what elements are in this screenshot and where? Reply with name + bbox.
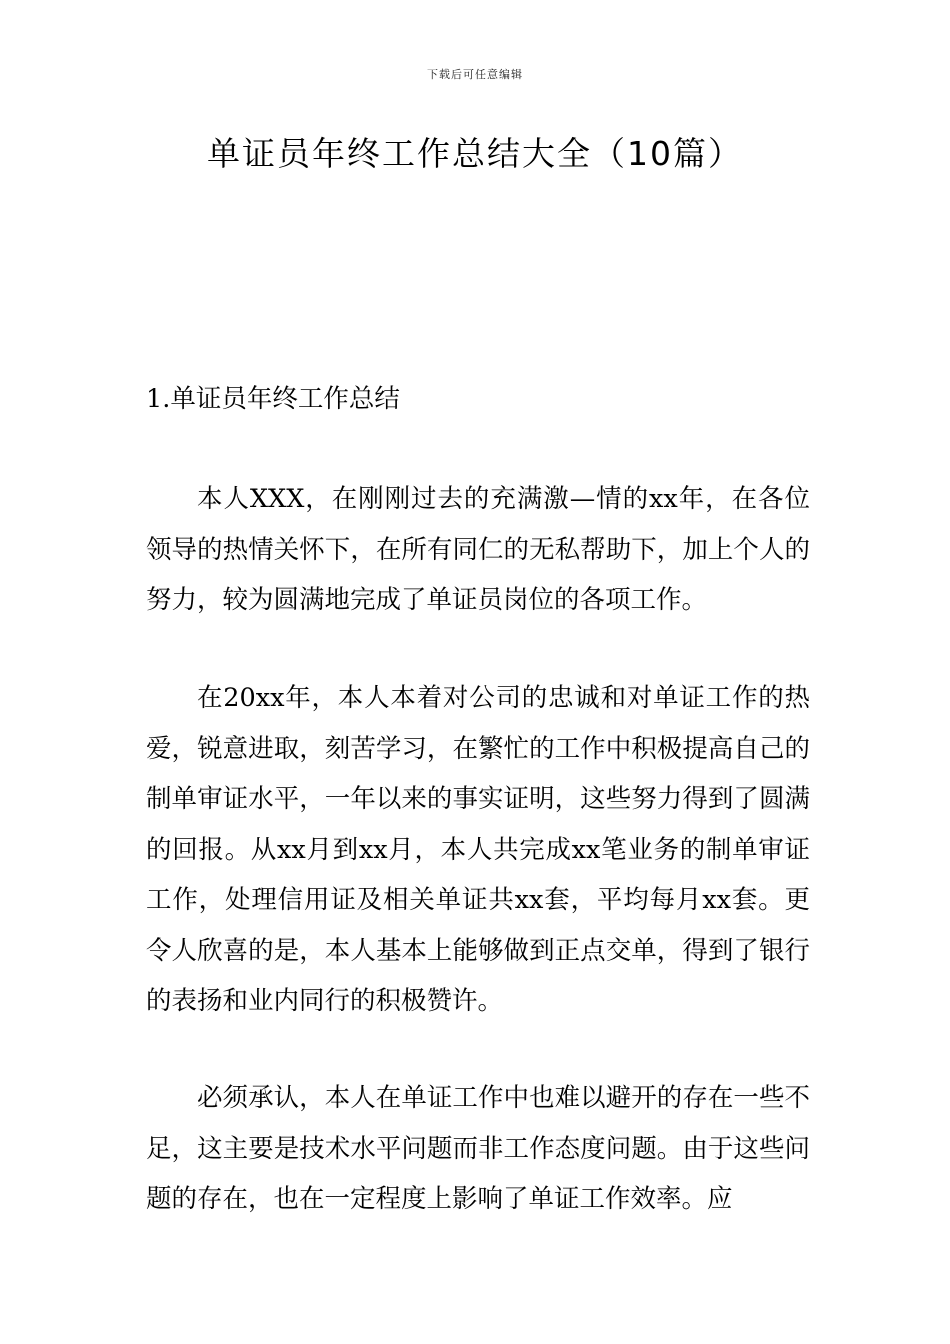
section-heading: 1.单证员年终工作总结 xyxy=(146,384,400,414)
header-note: 下载后可任意编辑 xyxy=(427,68,523,81)
paragraph-2: 在20xx年，本人本着对公司的忠诚和对单证工作的热爱，锐意进取，刻苦学习，在繁忙的工作中积极提高自己的制单审证水平，一年以来的事实证明，这些努力得到了圆满的回报。从xx月到xx月，本人共完成xx笔业务的制单审证工作，处理信用证及相关单证共xx套，平均每月xx套。更令人欣喜的是，本人基本上能够做到正点交单，得到了银行的表扬和业内同行的积极赞许。 xyxy=(146,683,810,1016)
paragraph-1: 本人XXX，在刚刚过去的充满激—情的xx年，在各位领导的热情关怀下，在所有同仁的无私帮助下，加上个人的努力，较为圆满地完成了单证员岗位的各项工作。 xyxy=(146,484,810,615)
paragraph-3: 必须承认，本人在单证工作中也难以避开的存在一些不足，这主要是技术水平问题而非工作态度问题。由于这些问题的存在，也在一定程度上影响了单证工作效率。应 xyxy=(146,1083,810,1214)
document-title: 单证员年终工作总结大全（10篇） xyxy=(207,134,743,173)
